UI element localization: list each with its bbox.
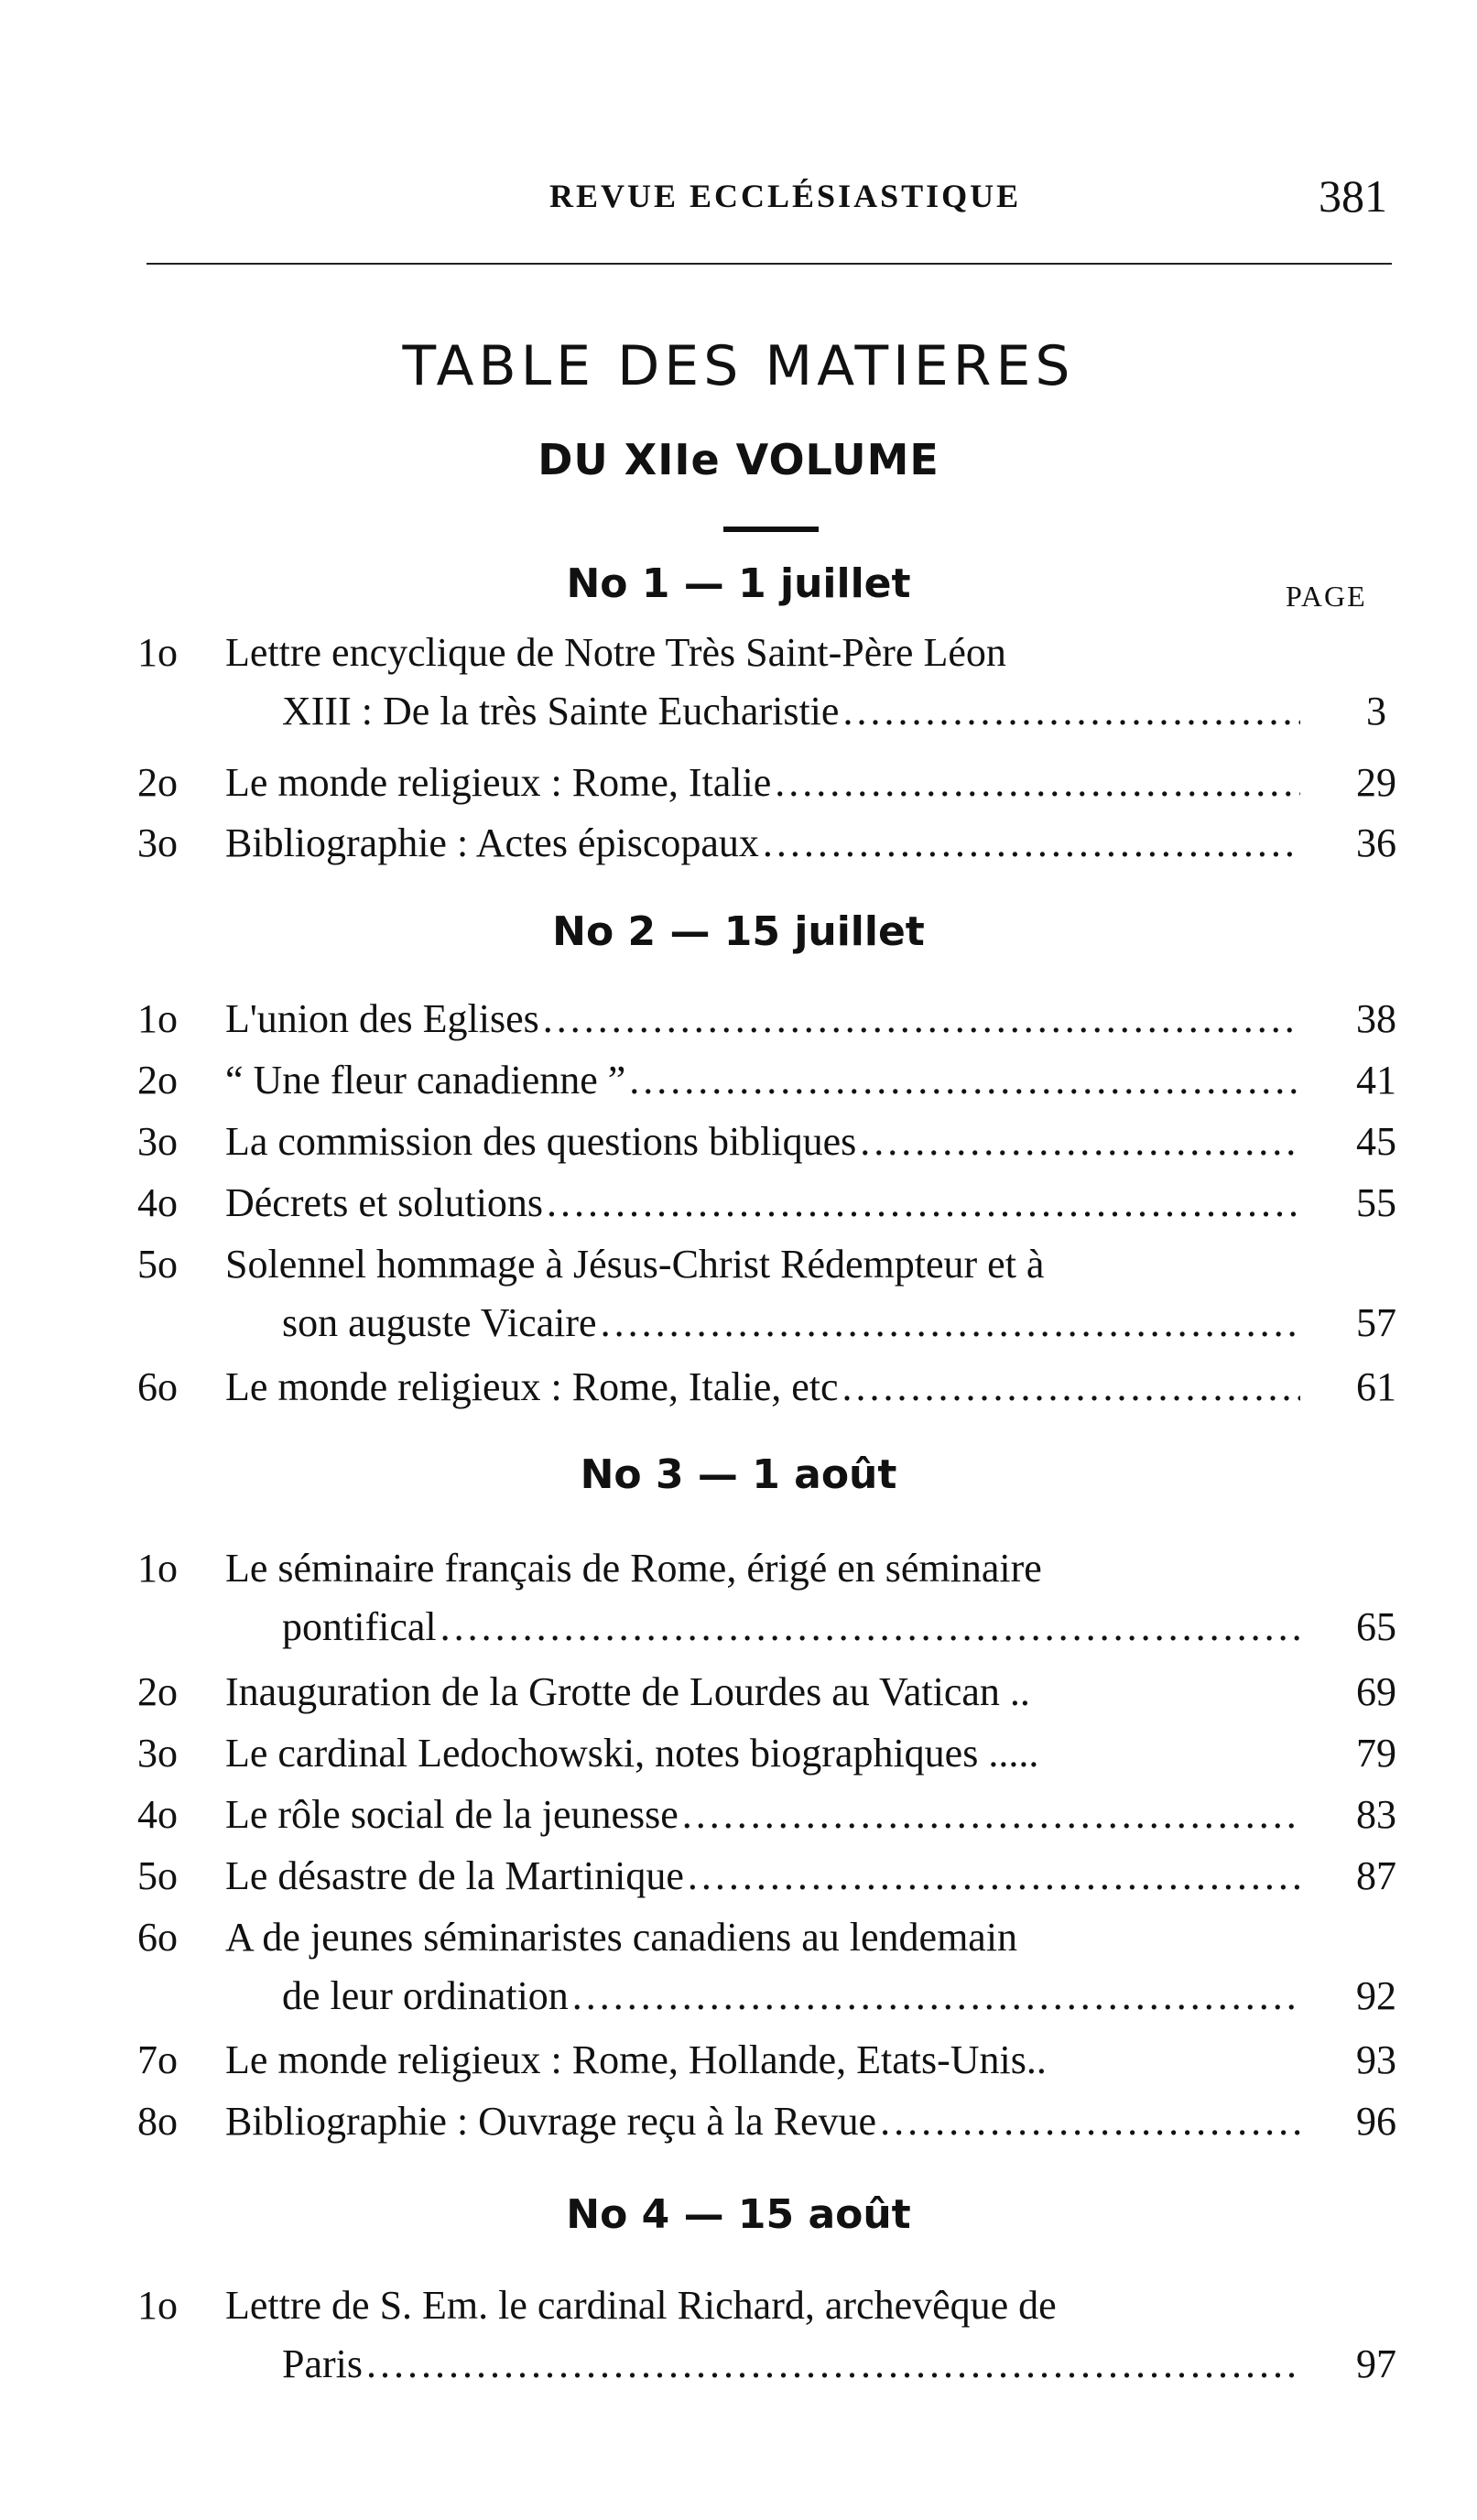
dot-leader	[440, 1597, 1300, 1657]
entry-number: 1o	[137, 996, 178, 1041]
dot-leader	[572, 1966, 1300, 2026]
dot-leader	[763, 813, 1300, 874]
entry-number: 6o	[137, 1364, 178, 1409]
entry-title-continued: Paris	[282, 2341, 363, 2386]
entry-title: Lettre encyclique de Notre Très Saint-Père Léon	[225, 630, 1006, 675]
entry-title: Bibliographie : Ouvrage reçu à la Revue	[225, 2099, 877, 2144]
entry-page: 69	[1356, 1669, 1396, 1714]
entry-title: “ Une fleur canadienne ”	[225, 1058, 626, 1102]
entry-page: 57	[1356, 1300, 1396, 1345]
entry-number: 3o	[137, 820, 178, 865]
running-header	[0, 169, 1477, 224]
entry-title: Le monde religieux : Rome, Italie, etc	[225, 1364, 839, 1409]
entry-number: 3o	[137, 1731, 178, 1776]
entry-title: Solennel hommage à Jésus-Christ Rédempteur et à	[225, 1242, 1045, 1287]
page-column-label: PAGE	[1286, 580, 1367, 613]
entry-page: 83	[1356, 1792, 1396, 1837]
dot-leader	[688, 1846, 1300, 1906]
entry-number: 5o	[137, 1853, 178, 1898]
entry-title: Le cardinal Ledochowski, notes biographiques .....	[225, 1731, 1039, 1776]
entry-number: 7o	[137, 2037, 178, 2082]
entry-page: 96	[1356, 2099, 1396, 2144]
running-title: REVUE ECCLÉSIASTIQUE	[549, 178, 1022, 214]
section-heading: No 3 — 1 août	[580, 1451, 897, 1498]
entry-page: 92	[1356, 1973, 1396, 2018]
entry-number: 1o	[137, 630, 178, 675]
entry-number: 2o	[137, 1669, 178, 1714]
dot-leader	[842, 681, 1300, 742]
entry-number: 2o	[137, 1058, 178, 1102]
entry-page: 55	[1356, 1180, 1396, 1225]
entry-title-continued: pontifical	[282, 1604, 437, 1649]
entry-number: 8o	[137, 2099, 178, 2144]
section-heading: No 4 — 15 août	[566, 2191, 911, 2238]
entry-title-continued: de leur ordination	[282, 1973, 569, 2018]
entry-number: 5o	[137, 1242, 178, 1287]
section-heading: No 1 — 1 juillet	[566, 560, 911, 607]
entry-page: 29	[1356, 760, 1396, 805]
entry-title: Lettre de S. Em. le cardinal Richard, archevêque de	[225, 2283, 1057, 2328]
entry-title: Le monde religieux : Rome, Italie	[225, 760, 772, 805]
entry-title: Le désastre de la Martinique	[225, 1853, 684, 1898]
entry-title: L'union des Eglises	[225, 996, 539, 1041]
title-dash	[723, 527, 819, 532]
dot-leader	[366, 2334, 1300, 2395]
entry-page: 87	[1356, 1853, 1396, 1898]
entry-page: 36	[1356, 820, 1396, 865]
entry-page: 3	[1366, 689, 1386, 733]
entry-title: A de jeunes séminaristes canadiens au lendemain	[225, 1915, 1018, 1960]
entry-number: 2o	[137, 760, 178, 805]
dot-leader	[543, 989, 1300, 1049]
dot-leader	[842, 1357, 1300, 1418]
entry-page: 41	[1356, 1058, 1396, 1102]
entry-title: Le rôle social de la jeunesse	[225, 1792, 679, 1837]
entry-title: Le monde religieux : Rome, Hollande, Etats-Unis..	[225, 2037, 1047, 2082]
entry-number: 1o	[137, 1546, 178, 1591]
entry-title: Le séminaire français de Rome, érigé en séminaire	[225, 1546, 1042, 1591]
entry-page: 61	[1356, 1364, 1396, 1409]
entry-page: 38	[1356, 996, 1396, 1041]
entry-number: 3o	[137, 1119, 178, 1164]
dot-leader	[860, 1112, 1300, 1172]
entry-title: Inauguration de la Grotte de Lourdes au Vatican ..	[225, 1669, 1030, 1714]
dot-leader	[629, 1050, 1300, 1111]
volume-subtitle: DU XIIe VOLUME	[538, 435, 939, 484]
toc-entry	[0, 2276, 1477, 2395]
entry-title: La commission des questions bibliques	[225, 1119, 857, 1164]
toc-entry	[0, 1234, 1477, 1353]
entry-page: 45	[1356, 1119, 1396, 1164]
toc-entry	[0, 1907, 1477, 2026]
dot-leader	[775, 753, 1300, 813]
entry-title: Décrets et solutions	[225, 1180, 544, 1225]
header-rule	[147, 263, 1392, 265]
toc-entry	[0, 623, 1477, 742]
entry-number: 1o	[137, 2283, 178, 2328]
dot-leader	[547, 1173, 1300, 1233]
dot-leader	[601, 1293, 1300, 1353]
entry-page: 93	[1356, 2037, 1396, 2082]
dot-leader	[880, 2091, 1300, 2152]
entry-number: 6o	[137, 1915, 178, 1960]
toc-entry	[0, 1538, 1477, 1657]
dot-leader	[682, 1785, 1300, 1845]
entry-page: 97	[1356, 2341, 1396, 2386]
entry-page: 65	[1356, 1604, 1396, 1649]
entry-number: 4o	[137, 1792, 178, 1837]
entry-page: 79	[1356, 1731, 1396, 1776]
entry-title-continued: XIII : De la très Sainte Eucharistie	[282, 689, 840, 733]
section-heading: No 2 — 15 juillet	[552, 908, 925, 955]
entry-title-continued: son auguste Vicaire	[282, 1300, 597, 1345]
main-title: TABLE DES MATIERES	[402, 334, 1075, 398]
entry-number: 4o	[137, 1180, 178, 1225]
page-number: 381	[1319, 170, 1387, 222]
entry-title: Bibliographie : Actes épiscopaux	[225, 820, 759, 865]
